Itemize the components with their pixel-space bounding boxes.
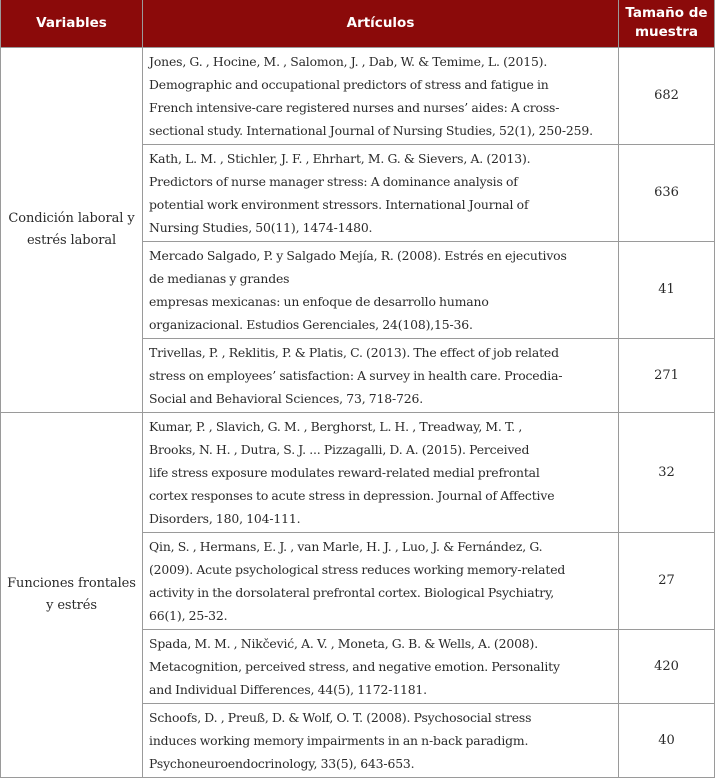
article-line: empresas mexicanas: un enfoque de desarrollo humano — [149, 293, 489, 309]
header-sample-size: Tamaño de muestra — [619, 0, 715, 47]
article-line: Kath, L. M. , Stichler, J. F. , Ehrhart, M. G. & Sievers, A. (2013). — [149, 150, 531, 166]
article-cell — [143, 532, 619, 629]
article-line: 66(1), 25-32. — [149, 607, 228, 623]
article-line: Disorders, 180, 104-111. — [149, 510, 301, 526]
article-line: Spada, M. M. , Nikčević, A. V. , Moneta, G. B. & Wells, A. (2008). — [149, 635, 539, 651]
article-cell — [143, 241, 619, 338]
article-line: Jones, G. , Hocine, M. , Salomon, J. , Dab, W. & Temime, L. (2015). — [149, 53, 548, 69]
article-cell — [143, 144, 619, 241]
article-cell — [143, 703, 619, 777]
header-variables: Variables — [1, 0, 143, 47]
sample-size-cell: 682 — [619, 47, 715, 144]
article-line: Nursing Studies, 50(11), 1474-1480. — [149, 219, 373, 235]
article-line: Kumar, P. , Slavich, G. M. , Berghorst, L. H. , Treadway, M. T. , — [149, 418, 523, 434]
article-line: activity in the dorsolateral prefrontal cortex. Biological Psychiatry, — [149, 584, 555, 600]
article-cell — [143, 338, 619, 412]
article-line: potential work environment stressors. International Journal of — [149, 196, 529, 212]
article-line: Psychoneuroendocrinology, 33(5), 643-653. — [149, 755, 415, 771]
article-cell — [143, 412, 619, 532]
sample-size-cell: 636 — [619, 144, 715, 241]
sample-size-cell: 420 — [619, 629, 715, 703]
table-body — [1, 47, 715, 777]
article-cell — [143, 629, 619, 703]
article-line: Social and Behavioral Sciences, 73, 718-726. — [149, 390, 423, 406]
article-line: induces working memory impairments in an n-back paradigm. — [149, 732, 529, 748]
article-line: stress on employees’ satisfaction: A survey in health care. Procedia- — [149, 367, 563, 383]
variable-cell: Condición laboral y estrés laboral — [1, 47, 143, 412]
article-line: sectional study. International Journal of Nursing Studies, 52(1), 250-259. — [149, 122, 593, 138]
article-line: and Individual Differences, 44(5), 1172-1181. — [149, 681, 427, 697]
sample-size-cell: 27 — [619, 532, 715, 629]
sample-size-cell: 271 — [619, 338, 715, 412]
article-line: cortex responses to acute stress in depression. Journal of Affective — [149, 487, 555, 503]
sample-size-cell: 41 — [619, 241, 715, 338]
article-line: Mercado Salgado, P. y Salgado Mejía, R. (2008). Estrés en ejecutivos — [149, 247, 567, 263]
article-line: Schoofs, D. , Preuß, D. & Wolf, O. T. (2008). Psychosocial stress — [149, 709, 532, 725]
article-line: Metacognition, perceived stress, and negative emotion. Personality — [149, 658, 560, 674]
header-row — [1, 0, 715, 47]
article-line: organizacional. Estudios Gerenciales, 24(108),15-36. — [149, 316, 473, 332]
sample-size-cell: 32 — [619, 412, 715, 532]
table-header — [1, 0, 715, 47]
article-line: de medianas y grandes — [149, 270, 290, 286]
article-line: Demographic and occupational predictors of stress and fatigue in — [149, 76, 549, 92]
article-line: Qin, S. , Hermans, E. J. , van Marle, H. J. , Luo, J. & Fernández, G. — [149, 538, 543, 554]
article-line: (2009). Acute psychological stress reduces working memory-related — [149, 561, 566, 577]
article-line: Trivellas, P. , Reklitis, P. & Platis, C. (2013). The effect of job related — [149, 344, 559, 360]
article-line: Predictors of nurse manager stress: A dominance analysis of — [149, 173, 518, 189]
article-line: life stress exposure modulates reward-related medial prefrontal — [149, 464, 540, 480]
article-line: French intensive-care registered nurses and nurses’ aides: A cross- — [149, 99, 560, 115]
article-cell — [143, 47, 619, 144]
article-line: Brooks, N. H. , Dutra, S. J. ... Pizzagalli, D. A. (2015). Perceived — [149, 441, 530, 457]
sample-size-cell: 40 — [619, 703, 715, 777]
table-row — [1, 47, 715, 144]
variable-cell: Funciones frontales y estrés — [1, 412, 143, 777]
header-articles: Artículos — [143, 0, 619, 47]
table-row — [1, 412, 715, 532]
